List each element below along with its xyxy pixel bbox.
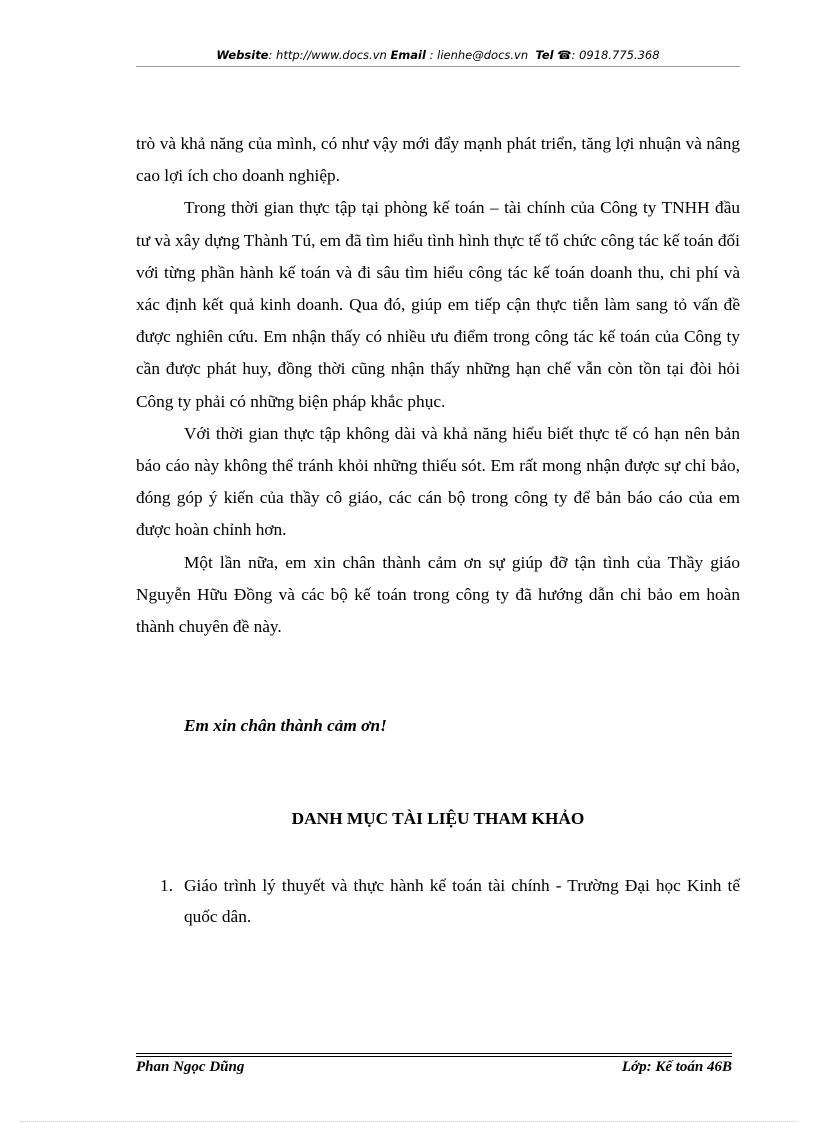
phone-icon: ☎ bbox=[557, 48, 572, 62]
page-edge-divider bbox=[20, 1121, 796, 1122]
paragraph-3: Với thời gian thực tập không dài và khả năng hiểu biết thực tế có hạn nên bản báo cáo này không thể tránh khỏi những thiếu sót. Em rất mong nhận được sự chỉ bảo, đóng góp ý kiến của thầy cô giáo, các cán bộ trong công ty để bản báo cáo của em được hoàn chỉnh hơn. bbox=[136, 423, 740, 540]
footer-author: Phan Ngọc Dũng bbox=[136, 1059, 245, 1075]
email-label: Email bbox=[390, 48, 426, 62]
website-value: : http://www.docs.vn bbox=[268, 48, 387, 62]
paragraph-1: trò và khả năng của mình, có như vậy mới đẩy mạnh phát triển, tăng lợi nhuận và nâng cao lợi ích cho doanh nghiệp. bbox=[136, 134, 740, 186]
references-list bbox=[136, 871, 740, 932]
thanks-line: Em xin chân thành cảm ơn! bbox=[184, 716, 387, 735]
body-text bbox=[136, 128, 740, 643]
tel-label: Tel bbox=[535, 48, 554, 62]
reference-item bbox=[136, 871, 740, 932]
paragraph-2: Trong thời gian thực tập tại phòng kế toán – tài chính của Công ty TNHH đầu tư và xây dựng Thành Tú, em đã tìm hiểu tình hình thực tế tổ chức công tác kế toán đối với từng phần hành kế toán và đi sâu tìm hiểu công tác kế toán doanh thu, chi phí và xác định kết quả kinh doanh. Qua đó, giúp em tiếp cận thực tiễn làm sang tỏ vấn đề được nghiên cứu. Em nhận thấy có nhiều ưu điểm trong công tác kế toán của Công ty cần được phát huy, đồng thời cũng nhận thấy những hạn chế vẫn còn tồn tại đòi hỏi Công ty phải có những biện pháp khắc phục. bbox=[136, 198, 740, 411]
references-title: DANH MỤC TÀI LIỆU THAM KHẢO bbox=[291, 809, 585, 828]
website-label: Website bbox=[216, 48, 269, 62]
email-value: : lienhe@docs.vn bbox=[425, 48, 529, 62]
header-divider bbox=[136, 66, 740, 67]
tel-value: : 0918.775.368 bbox=[571, 48, 660, 62]
page-footer bbox=[136, 1057, 732, 1077]
paragraph-4: Một lần nữa, em xin chân thành cảm ơn sự giúp đỡ tận tình của Thầy giáo Nguyễn Hữu Đồng và các bộ kế toán trong công ty đã hướng dẫn chỉ bảo em hoàn thành chuyên đề này. bbox=[136, 552, 740, 637]
page-header bbox=[136, 47, 740, 63]
footer-divider-top bbox=[136, 1053, 732, 1054]
reference-number: 1. bbox=[160, 876, 173, 895]
footer-class: Lớp: Kế toán 46B bbox=[621, 1059, 732, 1075]
reference-text: Giáo trình lý thuyết và thực hành kế toán tài chính - Trường Đại học Kinh tế quốc dân. bbox=[184, 876, 740, 926]
